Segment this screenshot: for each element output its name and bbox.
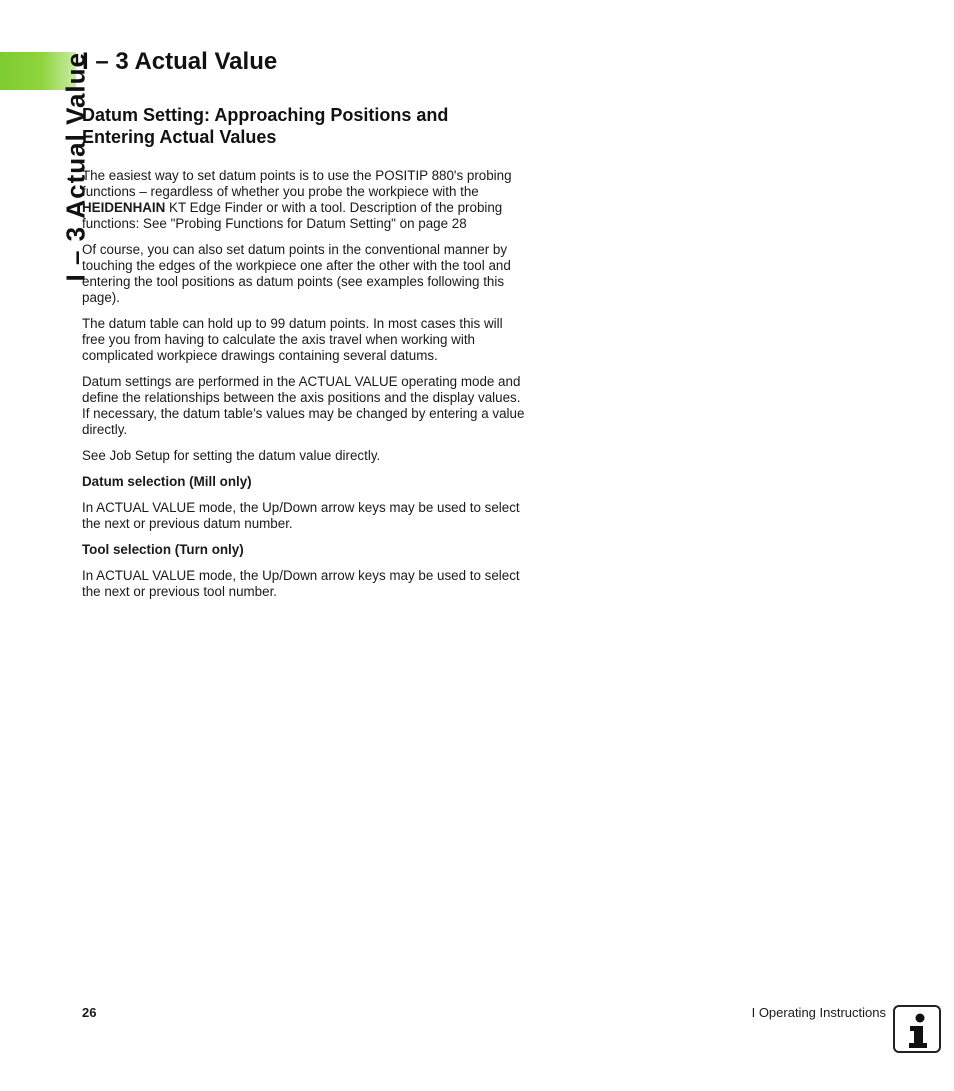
brand-name: HEIDENHAIN	[82, 200, 166, 215]
side-chapter-label-text: I – 3 Actual Value	[60, 52, 90, 282]
paragraph-job-setup: See Job Setup for setting the datum value directly.	[82, 448, 381, 463]
subheading-tool-selection: Tool selection (Turn only)	[82, 542, 244, 557]
side-chapter-label	[30, 52, 90, 282]
paragraph-datum-table: The datum table can hold up to 99 datum points. In most cases this will free you from having to calculate the axis travel when working with complicated workpiece drawings containing several datums.	[82, 316, 503, 363]
main-content	[82, 46, 526, 610]
paragraph-probing-start: The easiest way to set datum points is to use the POSITIP 880's probing functions – regardless of whether you probe the workpiece with the	[82, 168, 512, 199]
chapter-title: I – 3 Actual Value	[82, 48, 278, 75]
footer-section-title: I Operating Instructions	[751, 1005, 886, 1020]
paragraph-tool-selection: In ACTUAL VALUE mode, the Up/Down arrow keys may be used to select the next or previous tool number.	[82, 568, 520, 599]
page-number: 26	[82, 1005, 97, 1020]
paragraph-probing-end: KT Edge Finder or with a tool. Description of the probing functions: See "Probing Functions for Datum Setting" on page 28	[82, 200, 503, 231]
section-title: Datum Setting: Approaching Positions and Entering Actual Values	[82, 105, 449, 147]
paragraph-datum-selection: In ACTUAL VALUE mode, the Up/Down arrow keys may be used to select the next or previous datum number.	[82, 500, 520, 531]
paragraph-conventional: Of course, you can also set datum points in the conventional manner by touching the edges of the workpiece one after the other with the tool and entering the tool positions as datum points (see examples following this page).	[82, 242, 511, 305]
paragraph-probing	[82, 168, 526, 232]
paragraph-datum-settings: Datum settings are performed in the ACTUAL VALUE operating mode and define the relationships between the axis positions and the display values. If necessary, the datum table’s values may be changed by entering a value directly.	[82, 374, 525, 437]
info-icon	[893, 1005, 941, 1053]
subheading-datum-selection: Datum selection (Mill only)	[82, 474, 252, 489]
